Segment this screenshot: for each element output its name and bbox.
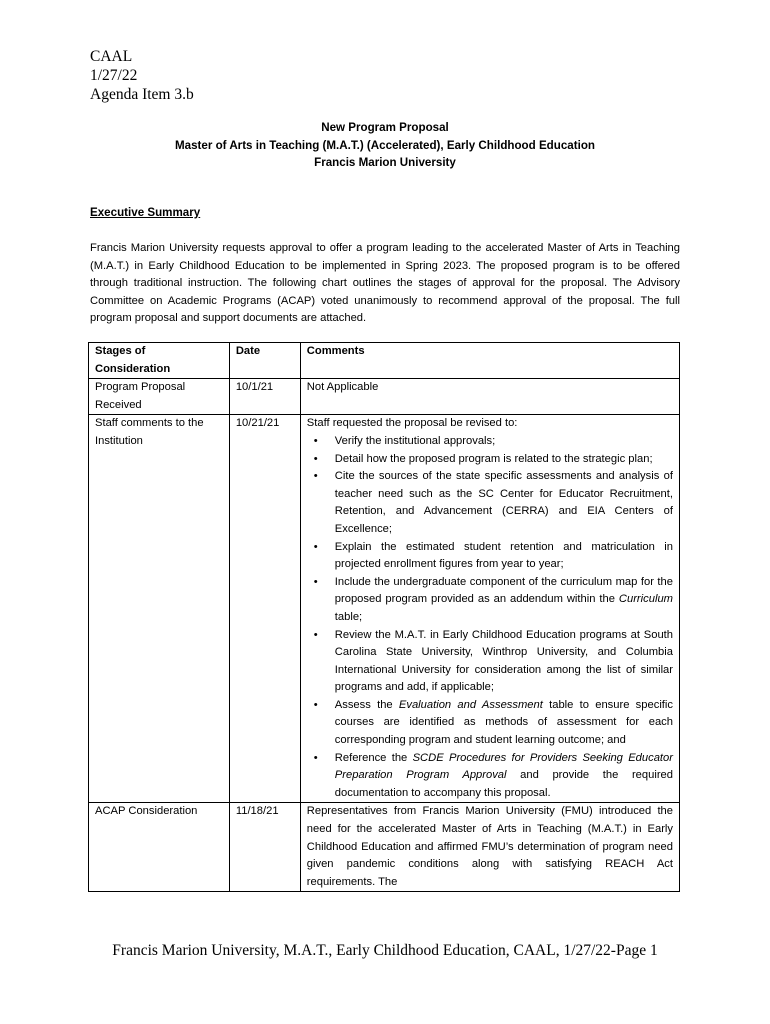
comment-intro: Staff requested the proposal be revised to: [306, 417, 518, 430]
comment-cell: Not Applicable [300, 379, 679, 415]
stages-table [88, 342, 680, 892]
comment-text: Representatives from Francis Marion University (FMU) introduced the need for the accelerated Master of Arts in Teaching (M.A.T.) in Early Childhood Education and affirmed FMU’s determination of program need given pandemic conditions along with satisfying REACH Act requirements. The [306, 805, 673, 888]
stage-cell: ACAP Consideration [89, 803, 230, 892]
title-line-1: New Program Proposal [321, 121, 449, 134]
header-date: Date [229, 343, 300, 379]
date-cell: 10/1/21 [229, 379, 300, 415]
header-stages: Stages of Consideration [89, 343, 230, 379]
list-item: • Include the undergraduate component of the curriculum map for the proposed program provided as an addendum within the Curriculum table; [335, 574, 673, 627]
table-row [89, 379, 680, 415]
table-header-row [89, 343, 680, 379]
list-item: • Assess the Evaluation and Assessment table to ensure specific courses are identified as methods of assessment for each corresponding program and student learning outcome; and [335, 697, 673, 750]
stage-cell: Program Proposal Received [89, 379, 230, 415]
date-cell: 11/18/21 [229, 803, 300, 892]
table-row [89, 415, 680, 803]
list-item: • Reference the SCDE Procedures for Providers Seeking Educator Preparation Program Approval and provide the required documentation to accompany this proposal. [335, 750, 673, 803]
executive-summary-body [90, 240, 680, 328]
header-comments: Comments [300, 343, 679, 379]
table-row [89, 803, 680, 892]
comment-cell [300, 415, 679, 803]
list-item: • Review the M.A.T. in Early Childhood Education programs at South Carolina State University, Winthrop University, and Columbia International University for consideration among the list of similar programs and add, if applicable; [335, 627, 673, 697]
page-footer: Francis Marion University, M.A.T., Early Childhood Education, CAAL, 1/27/22-Page 1 [112, 942, 658, 959]
list-item: • Detail how the proposed program is related to the strategic plan; [335, 451, 673, 469]
title-line-3: Francis Marion University [314, 156, 456, 169]
summary-paragraph: Francis Marion University requests approval to offer a program leading to the accelerated Master of Arts in Teaching (M.A.T.) in Early Childhood Education to be implemented in Spring 2023. The proposed program is to be offered through traditional instruction. The following chart outlines the stages of approval for the proposal. The Advisory Committee on Academic Programs (ACAP) voted unanimously to recommend approval of the proposal. The full program proposal and support documents are attached. [90, 242, 680, 325]
document-header [90, 47, 194, 104]
revision-list [307, 433, 673, 802]
proposal-title [0, 119, 770, 172]
executive-summary-heading: Executive Summary [90, 206, 201, 219]
header-agenda-item: Agenda Item 3.b [90, 86, 194, 103]
list-item: • Explain the estimated student retention and matriculation in projected enrollment figures from year to year; [335, 539, 673, 574]
header-committee: CAAL [90, 48, 133, 65]
stage-cell: Staff comments to the Institution [89, 415, 230, 803]
list-item: • Verify the institutional approvals; [335, 433, 673, 451]
list-item: • Cite the sources of the state specific assessments and analysis of teacher need such as the SC Center for Educator Recruitment, Retention, and Advancement (CERRA) and EIA Centers of Excellence; [335, 468, 673, 538]
date-cell: 10/21/21 [229, 415, 300, 803]
comment-cell [300, 803, 679, 892]
header-date: 1/27/22 [90, 67, 138, 84]
title-line-2: Master of Arts in Teaching (M.A.T.) (Accelerated), Early Childhood Education [174, 138, 595, 152]
